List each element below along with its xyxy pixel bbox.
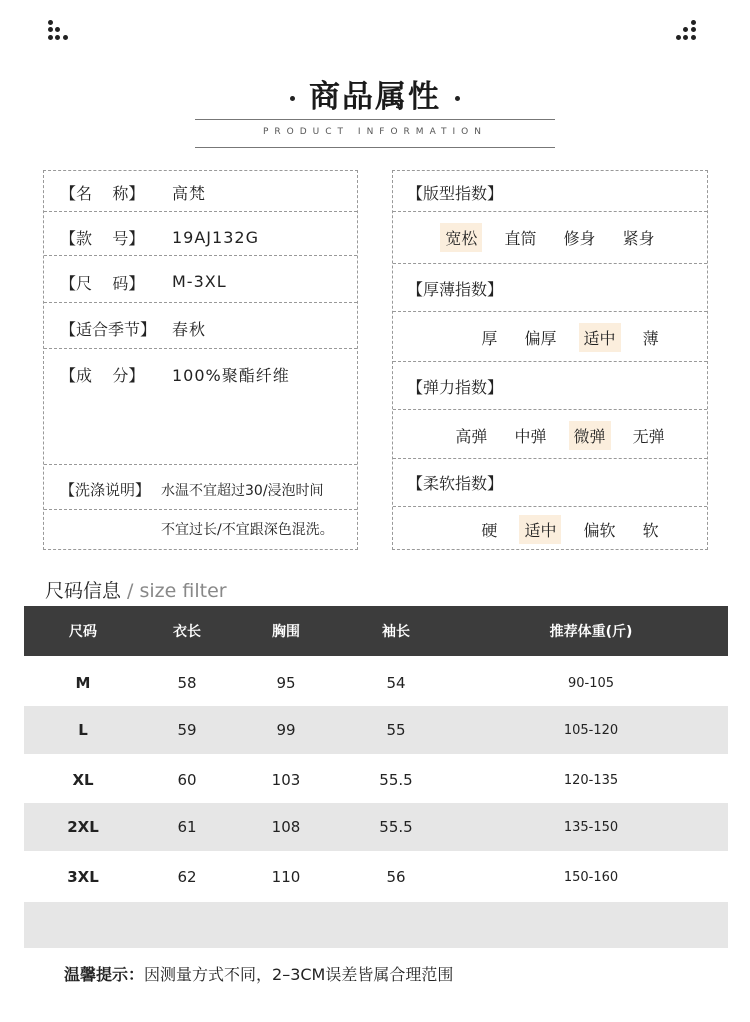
fit-option-tight: 紧身 (622, 229, 655, 248)
name-label: 【名 称】 (60, 184, 145, 203)
product-info-table (43, 170, 358, 550)
fit-option-straight: 直筒 (504, 229, 537, 248)
table-row (24, 853, 728, 901)
sleeve-cell: 55 (386, 721, 406, 739)
size-heading-cn: 尺码信息 (45, 580, 122, 602)
weight-cell: 90-105 (567, 675, 615, 691)
chest-cell: 103 (271, 771, 301, 789)
size-value: M-3XL (172, 272, 227, 291)
softness-option-hard: 硬 (481, 521, 498, 540)
thickness-option-thin: 薄 (642, 329, 659, 348)
style-no-label: 【款 号】 (60, 229, 145, 248)
sleeve-cell: 55.5 (379, 818, 413, 836)
size-cell: L (78, 721, 88, 739)
page-subtitle: PRODUCT INFORMATION (262, 127, 488, 137)
style-no-value: 19AJ132G (172, 228, 259, 247)
size-section-heading (45, 576, 227, 603)
elasticity-option-high: 高弹 (455, 427, 488, 446)
measurement-note (64, 962, 453, 985)
column-header-length: 衣长 (173, 624, 201, 640)
sleeve-cell: 56 (386, 868, 406, 886)
elasticity-option-none: 无弹 (632, 427, 665, 446)
page-title: 商品属性 (195, 75, 555, 119)
season-value: 春秋 (172, 320, 207, 339)
chest-cell: 110 (271, 868, 301, 886)
season-label: 【适合季节】 (60, 320, 157, 339)
table-row (24, 803, 728, 851)
wash-line-2: 不宜过长/不宜跟深色混洗。 (161, 522, 334, 538)
elasticity-option-slight: 微弹 (569, 421, 611, 450)
dots-decoration-left (48, 20, 74, 46)
thickness-option-medium: 适中 (579, 323, 621, 352)
chest-cell: 99 (276, 721, 296, 739)
title-divider-bottom (195, 147, 555, 148)
size-cell: XL (72, 771, 94, 789)
size-table-header (24, 606, 728, 656)
fit-option-slim: 修身 (563, 229, 596, 248)
length-cell: 61 (177, 818, 197, 836)
size-label: 【尺 码】 (60, 274, 145, 293)
length-cell: 62 (177, 868, 197, 886)
material-label: 【成 分】 (60, 366, 145, 385)
chest-cell: 95 (276, 674, 296, 692)
softness-option-slightly-soft: 偏软 (583, 521, 616, 540)
softness-option-medium: 适中 (519, 515, 561, 544)
fit-index-options (393, 223, 707, 253)
sleeve-cell: 55.5 (379, 771, 413, 789)
weight-cell: 105-120 (563, 722, 619, 738)
size-cell: 3XL (67, 868, 99, 886)
chest-cell: 108 (271, 818, 301, 836)
weight-cell: 150-160 (563, 869, 619, 885)
wash-line-1: 水温不宜超过30/浸泡时间 (161, 483, 324, 499)
thickness-option-slightly-thick: 偏厚 (524, 329, 557, 348)
weight-cell: 120-135 (563, 772, 619, 788)
elasticity-option-medium: 中弹 (514, 427, 547, 446)
thickness-index-options (393, 323, 707, 353)
table-row (24, 756, 728, 804)
thickness-index-label: 【厚薄指数】 (407, 280, 504, 299)
fabric-index-table (392, 170, 708, 550)
length-cell: 60 (177, 771, 197, 789)
section-title (195, 75, 555, 150)
fit-index-label: 【版型指数】 (407, 184, 504, 203)
column-header-sleeve: 袖长 (382, 624, 410, 640)
size-cell: M (75, 674, 91, 692)
material-value: 100%聚酯纤维 (172, 366, 290, 385)
table-row-empty (24, 902, 728, 948)
elasticity-index-label: 【弹力指数】 (407, 378, 504, 397)
length-cell: 58 (177, 674, 197, 692)
fit-option-loose: 宽松 (440, 223, 482, 252)
weight-cell: 135-150 (563, 819, 619, 835)
wash-label: 【洗涤说明】 (60, 481, 151, 499)
elasticity-index-options (393, 421, 707, 451)
dots-decoration-right (676, 20, 702, 46)
note-text: 因测量方式不同，2–3CM误差皆属合理范围 (144, 965, 454, 984)
table-row (24, 706, 728, 754)
column-header-weight: 推荐体重(斤) (549, 624, 633, 640)
softness-option-soft: 软 (642, 521, 659, 540)
softness-index-options (393, 515, 707, 545)
table-row (24, 659, 728, 707)
column-header-size: 尺码 (69, 624, 97, 640)
size-cell: 2XL (67, 818, 99, 836)
size-heading-en: / size filter (121, 580, 227, 602)
column-header-chest: 胸围 (272, 624, 300, 640)
note-prefix: 温馨提示： (64, 965, 145, 984)
thickness-option-thick: 厚 (481, 329, 498, 348)
sleeve-cell: 54 (386, 674, 406, 692)
softness-index-label: 【柔软指数】 (407, 474, 504, 493)
title-divider-top (195, 119, 555, 120)
length-cell: 59 (177, 721, 197, 739)
name-value: 高梵 (172, 184, 207, 203)
